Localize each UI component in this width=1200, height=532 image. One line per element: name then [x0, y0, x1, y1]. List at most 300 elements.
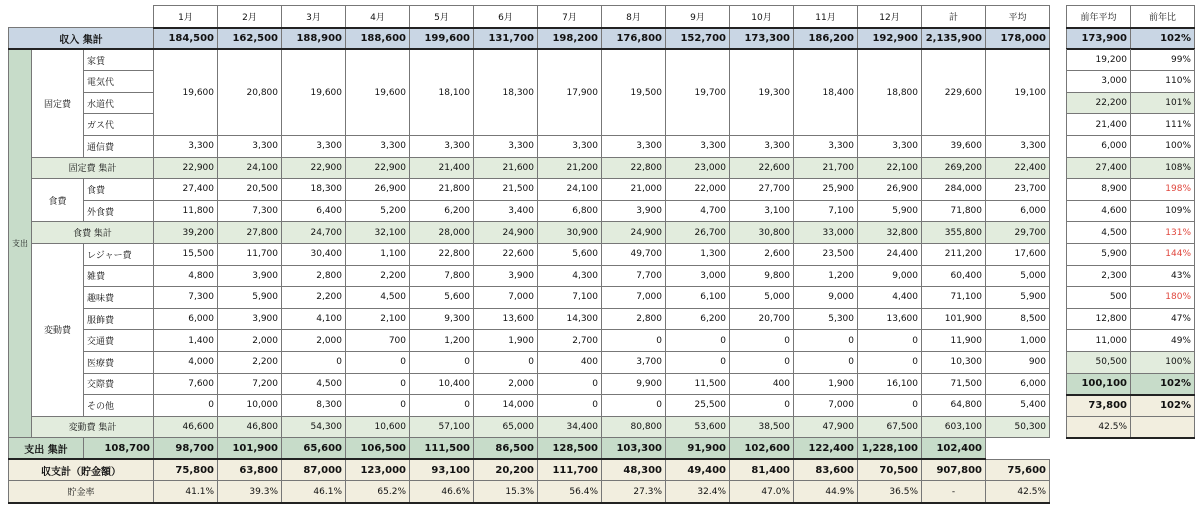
ratio-value: 43% [1131, 265, 1195, 287]
month-value: 3,300 [794, 135, 858, 157]
prev-avg-value: 5,900 [1067, 243, 1131, 265]
month-value: 7,700 [602, 265, 666, 287]
month-value: 22,600 [730, 157, 794, 179]
prev-avg-value: 19,200 [1067, 49, 1131, 71]
table-row [9, 459, 1050, 481]
prev-avg-value: 6,000 [1067, 135, 1131, 157]
month-value: 93,100 [410, 459, 474, 481]
avg-value: 5,400 [986, 395, 1050, 417]
prev-avg-value: 42.5% [1067, 416, 1131, 438]
month-value: 33,000 [794, 222, 858, 244]
month-value: 21,700 [794, 157, 858, 179]
prev-year-table [1066, 5, 1195, 439]
month-value: 3,300 [282, 135, 346, 157]
month-value: 98,700 [154, 438, 218, 460]
month-value: 0 [858, 351, 922, 373]
avg-value: 75,600 [986, 459, 1050, 481]
ratio-header: 前年比 [1131, 6, 1195, 28]
month-value: 3,900 [218, 265, 282, 287]
month-value: 5,600 [410, 287, 474, 309]
month-value: 20,700 [730, 308, 794, 330]
total-value: 60,400 [922, 265, 986, 287]
month-value: 108,700 [84, 438, 154, 460]
month-value: 3,300 [410, 135, 474, 157]
total-value: 603,100 [922, 416, 986, 438]
month-value: 103,300 [602, 438, 666, 460]
ratio-value: 102% [1131, 395, 1195, 417]
month-header: 9月 [666, 6, 730, 28]
table-row [9, 28, 1050, 50]
month-value: 24,100 [538, 179, 602, 201]
item-label: 水道代 [84, 92, 154, 114]
merged-month-value: 19,500 [602, 49, 666, 135]
month-value: 13,600 [858, 308, 922, 330]
month-value: 106,500 [346, 438, 410, 460]
month-value: 21,200 [538, 157, 602, 179]
month-value: 101,900 [218, 438, 282, 460]
table-row [9, 416, 1050, 438]
month-value: 9,800 [730, 265, 794, 287]
month-value: 3,300 [538, 135, 602, 157]
month-value: 5,000 [730, 287, 794, 309]
avg-value: 178,000 [986, 28, 1050, 50]
month-value: 0 [474, 351, 538, 373]
avg-value: 29,700 [986, 222, 1050, 244]
month-value: 13,600 [474, 308, 538, 330]
table-row [1067, 351, 1195, 373]
month-value: 27,800 [218, 222, 282, 244]
month-value: 6,100 [666, 287, 730, 309]
month-value: 32,100 [346, 222, 410, 244]
prev-avg-value: 73,800 [1067, 395, 1131, 417]
month-value: 44.9% [794, 481, 858, 503]
month-value: 4,300 [538, 265, 602, 287]
month-value: 0 [538, 373, 602, 395]
table-row [9, 222, 1050, 244]
prev-avg-value: 12,800 [1067, 308, 1131, 330]
table-row [9, 351, 1050, 373]
balance-label: 収支計（貯金額） [9, 459, 154, 481]
month-value: 0 [410, 395, 474, 417]
item-label: レジャー費 [84, 243, 154, 265]
month-value: 24,100 [218, 157, 282, 179]
month-value: 3,300 [154, 135, 218, 157]
month-value: 46.1% [282, 481, 346, 503]
variable-cost-label: 変動費 [32, 243, 84, 416]
table-row [9, 6, 1050, 28]
month-value: 25,900 [794, 179, 858, 201]
item-label: 雑費 [84, 265, 154, 287]
table-row [1067, 135, 1195, 157]
month-value: 5,900 [858, 200, 922, 222]
month-value: 9,900 [602, 373, 666, 395]
merged-month-value: 18,800 [858, 49, 922, 135]
table-row [9, 265, 1050, 287]
month-value: 188,900 [282, 28, 346, 50]
month-value: 4,500 [346, 287, 410, 309]
item-label: 外食費 [84, 200, 154, 222]
avg-header: 平均 [986, 6, 1050, 28]
avg-value: 900 [986, 351, 1050, 373]
month-value: 70,500 [858, 459, 922, 481]
table-row [9, 49, 1050, 71]
month-value: 20,200 [474, 459, 538, 481]
month-value: 87,000 [282, 459, 346, 481]
month-value: 32,800 [858, 222, 922, 244]
month-value: 2,800 [282, 265, 346, 287]
month-value: 11,800 [154, 200, 218, 222]
subtotal-label: 固定費 集計 [32, 157, 154, 179]
avg-value: 102,400 [922, 438, 986, 460]
month-value: 0 [666, 330, 730, 352]
month-value: 4,700 [666, 200, 730, 222]
total-value: 11,900 [922, 330, 986, 352]
table-row [9, 135, 1050, 157]
month-value: 3,300 [346, 135, 410, 157]
month-value: 176,800 [602, 28, 666, 50]
month-value: 65.2% [346, 481, 410, 503]
month-value: 400 [730, 373, 794, 395]
month-value: 173,300 [730, 28, 794, 50]
month-value: 7,300 [154, 287, 218, 309]
table-row [1067, 222, 1195, 244]
month-value: 49,700 [602, 243, 666, 265]
table-row [9, 308, 1050, 330]
month-value: 3,900 [218, 308, 282, 330]
month-header: 1月 [154, 6, 218, 28]
ratio-value: 110% [1131, 71, 1195, 93]
month-value: 81,400 [730, 459, 794, 481]
month-value: 700 [346, 330, 410, 352]
avg-value: 5,900 [986, 287, 1050, 309]
total-value: 355,800 [922, 222, 986, 244]
month-value: 1,400 [154, 330, 218, 352]
month-value: 4,100 [282, 308, 346, 330]
item-label: 家賃 [84, 49, 154, 71]
month-value: 16,100 [858, 373, 922, 395]
month-value: 7,100 [794, 200, 858, 222]
month-value: 3,700 [602, 351, 666, 373]
month-value: 20,500 [218, 179, 282, 201]
ratio-value: 108% [1131, 157, 1195, 179]
month-value: 5,600 [538, 243, 602, 265]
month-value: 21,400 [410, 157, 474, 179]
month-value: 2,800 [602, 308, 666, 330]
total-header: 計 [922, 6, 986, 28]
ratio-value: 99% [1131, 49, 1195, 71]
month-value: 184,500 [154, 28, 218, 50]
month-value: 65,600 [282, 438, 346, 460]
month-value: 10,000 [218, 395, 282, 417]
month-value: 39.3% [218, 481, 282, 503]
month-value: 0 [602, 395, 666, 417]
month-value: 9,000 [794, 287, 858, 309]
ratio-value: 111% [1131, 114, 1195, 136]
total-value: 269,200 [922, 157, 986, 179]
month-value: 49,400 [666, 459, 730, 481]
ratio-value: 100% [1131, 135, 1195, 157]
merged-month-value: 17,900 [538, 49, 602, 135]
month-value: 3,300 [666, 135, 730, 157]
month-value: 0 [538, 395, 602, 417]
prev-avg-value: 3,000 [1067, 71, 1131, 93]
month-header: 4月 [346, 6, 410, 28]
table-row [1067, 200, 1195, 222]
total-value: 101,900 [922, 308, 986, 330]
month-value: 21,500 [474, 179, 538, 201]
total-value: 284,000 [922, 179, 986, 201]
food-label: 食費 [32, 179, 84, 222]
month-header: 6月 [474, 6, 538, 28]
month-value: 24,700 [282, 222, 346, 244]
total-value: 211,200 [922, 243, 986, 265]
month-value: 102,600 [730, 438, 794, 460]
month-header: 11月 [794, 6, 858, 28]
merged-month-value: 19,300 [730, 49, 794, 135]
prev-avg-value: 11,000 [1067, 330, 1131, 352]
month-value: 2,000 [282, 330, 346, 352]
month-value: 1,900 [474, 330, 538, 352]
month-value: 27,700 [730, 179, 794, 201]
total-value: 229,600 [922, 49, 986, 135]
ratio-value: 102% [1131, 373, 1195, 395]
prev-avg-value: 4,500 [1067, 222, 1131, 244]
month-value: 38,500 [730, 416, 794, 438]
merged-month-value: 19,700 [666, 49, 730, 135]
table-row [1067, 114, 1195, 136]
month-header: 3月 [282, 6, 346, 28]
table-row [1067, 373, 1195, 395]
month-value: 1,900 [794, 373, 858, 395]
month-value: 27.3% [602, 481, 666, 503]
month-value: 6,000 [154, 308, 218, 330]
expense-group-label: 支出 [9, 49, 32, 438]
table-row [9, 395, 1050, 417]
merged-month-value: 18,100 [410, 49, 474, 135]
month-value: 123,000 [346, 459, 410, 481]
month-value: 80,800 [602, 416, 666, 438]
month-value: 1,200 [410, 330, 474, 352]
total-value: 907,800 [922, 459, 986, 481]
month-value: 0 [602, 330, 666, 352]
month-value: 3,300 [602, 135, 666, 157]
month-value: 0 [346, 373, 410, 395]
month-value: 75,800 [154, 459, 218, 481]
month-value: 26,700 [666, 222, 730, 244]
month-value: 7,000 [602, 287, 666, 309]
prev-avg-value: 173,900 [1067, 28, 1131, 50]
total-value: 39,600 [922, 135, 986, 157]
avg-value: 5,000 [986, 265, 1050, 287]
month-value: 131,700 [474, 28, 538, 50]
month-value: 0 [282, 351, 346, 373]
month-value: 111,500 [410, 438, 474, 460]
prev-avg-value: 500 [1067, 287, 1131, 309]
month-value: 0 [858, 330, 922, 352]
item-label: 趣味費 [84, 287, 154, 309]
table-row [9, 157, 1050, 179]
income-label: 収入 集計 [9, 28, 154, 50]
month-value: 26,900 [858, 179, 922, 201]
total-value: 1,228,100 [858, 438, 922, 460]
expense-total-label: 支出 集計 [9, 438, 84, 460]
fixed-cost-label: 固定費 [32, 49, 84, 157]
month-value: 4,500 [282, 373, 346, 395]
month-value: 67,500 [858, 416, 922, 438]
month-value: 25,500 [666, 395, 730, 417]
avg-value: 19,100 [986, 49, 1050, 135]
month-value: 111,700 [538, 459, 602, 481]
prev-avg-value: 22,200 [1067, 92, 1131, 114]
table-row [9, 200, 1050, 222]
month-value: 0 [858, 395, 922, 417]
month-value: 54,300 [282, 416, 346, 438]
month-value: 2,100 [346, 308, 410, 330]
table-row [9, 243, 1050, 265]
table-row [1067, 243, 1195, 265]
month-value: 0 [154, 395, 218, 417]
ratio-value: 198% [1131, 179, 1195, 201]
month-value: 10,600 [346, 416, 410, 438]
ratio-value: 102% [1131, 28, 1195, 50]
month-value: 4,000 [154, 351, 218, 373]
item-label: 交通費 [84, 330, 154, 352]
prev-avg-value: 4,600 [1067, 200, 1131, 222]
month-value: 24,400 [858, 243, 922, 265]
month-value: 21,000 [602, 179, 666, 201]
month-value: 41.1% [154, 481, 218, 503]
subtotal-label: 変動費 集計 [32, 416, 154, 438]
month-value: 18,300 [282, 179, 346, 201]
month-value: 32.4% [666, 481, 730, 503]
month-value: 3,900 [474, 265, 538, 287]
total-value: - [922, 481, 986, 503]
item-label: 服飾費 [84, 308, 154, 330]
month-value: 1,100 [346, 243, 410, 265]
avg-value: 3,300 [986, 135, 1050, 157]
month-value: 7,200 [218, 373, 282, 395]
table-row [1067, 416, 1195, 438]
month-value: 0 [730, 330, 794, 352]
merged-month-value: 19,600 [346, 49, 410, 135]
prev-avg-value: 27,400 [1067, 157, 1131, 179]
month-value: 122,400 [794, 438, 858, 460]
table-row [1067, 395, 1195, 417]
corner-blank [9, 6, 154, 28]
month-value: 4,800 [154, 265, 218, 287]
item-label: その他 [84, 395, 154, 417]
merged-month-value: 18,300 [474, 49, 538, 135]
table-row [9, 287, 1050, 309]
table-row [9, 481, 1050, 503]
avg-value: 1,000 [986, 330, 1050, 352]
avg-value: 23,700 [986, 179, 1050, 201]
merged-month-value: 20,800 [218, 49, 282, 135]
month-value: 47,900 [794, 416, 858, 438]
month-value: 199,600 [410, 28, 474, 50]
month-header: 7月 [538, 6, 602, 28]
month-value: 46,600 [154, 416, 218, 438]
month-header: 8月 [602, 6, 666, 28]
merged-month-value: 19,600 [154, 49, 218, 135]
month-value: 21,600 [474, 157, 538, 179]
month-value: 83,600 [794, 459, 858, 481]
item-label: 電気代 [84, 71, 154, 93]
month-value: 162,500 [218, 28, 282, 50]
month-value: 3,300 [218, 135, 282, 157]
ratio-value: 144% [1131, 243, 1195, 265]
prev-avg-value: 100,100 [1067, 373, 1131, 395]
total-value: 71,500 [922, 373, 986, 395]
avg-value: 42.5% [986, 481, 1050, 503]
month-value: 3,000 [666, 265, 730, 287]
month-header: 12月 [858, 6, 922, 28]
month-value: 22,600 [474, 243, 538, 265]
ratio-value: 109% [1131, 200, 1195, 222]
month-value: 21,800 [410, 179, 474, 201]
month-value: 6,400 [282, 200, 346, 222]
avg-value: 8,500 [986, 308, 1050, 330]
month-value: 22,000 [666, 179, 730, 201]
ratio-value: 180% [1131, 287, 1195, 309]
table-row [1067, 71, 1195, 93]
month-value: 11,700 [218, 243, 282, 265]
month-value: 5,300 [794, 308, 858, 330]
total-value: 71,800 [922, 200, 986, 222]
monthly-budget-table [8, 5, 1050, 504]
table-row [1067, 287, 1195, 309]
month-value: 198,200 [538, 28, 602, 50]
month-value: 0 [346, 395, 410, 417]
month-value: 0 [346, 351, 410, 373]
month-value: 7,000 [474, 287, 538, 309]
month-value: 128,500 [538, 438, 602, 460]
month-value: 1,300 [666, 243, 730, 265]
month-value: 36.5% [858, 481, 922, 503]
item-label: 食費 [84, 179, 154, 201]
saving-rate-label: 貯金率 [9, 481, 154, 503]
month-value: 22,800 [602, 157, 666, 179]
month-value: 6,800 [538, 200, 602, 222]
month-value: 22,800 [410, 243, 474, 265]
month-value: 7,100 [538, 287, 602, 309]
month-value: 2,600 [730, 243, 794, 265]
month-value: 30,800 [730, 222, 794, 244]
month-value: 4,400 [858, 287, 922, 309]
month-value: 2,700 [538, 330, 602, 352]
table-row [9, 438, 1050, 460]
month-value: 46,800 [218, 416, 282, 438]
month-value: 7,000 [794, 395, 858, 417]
month-value: 5,900 [218, 287, 282, 309]
month-value: 30,400 [282, 243, 346, 265]
month-value: 8,300 [282, 395, 346, 417]
month-value: 56.4% [538, 481, 602, 503]
month-value: 188,600 [346, 28, 410, 50]
month-value: 2,200 [282, 287, 346, 309]
month-value: 48,300 [602, 459, 666, 481]
merged-month-value: 19,600 [282, 49, 346, 135]
subtotal-label: 食費 集計 [32, 222, 154, 244]
month-value: 0 [730, 351, 794, 373]
total-value: 71,100 [922, 287, 986, 309]
month-header: 10月 [730, 6, 794, 28]
table-row [1067, 179, 1195, 201]
month-value: 24,900 [602, 222, 666, 244]
month-value: 10,400 [410, 373, 474, 395]
month-value: 15.3% [474, 481, 538, 503]
month-header: 2月 [218, 6, 282, 28]
